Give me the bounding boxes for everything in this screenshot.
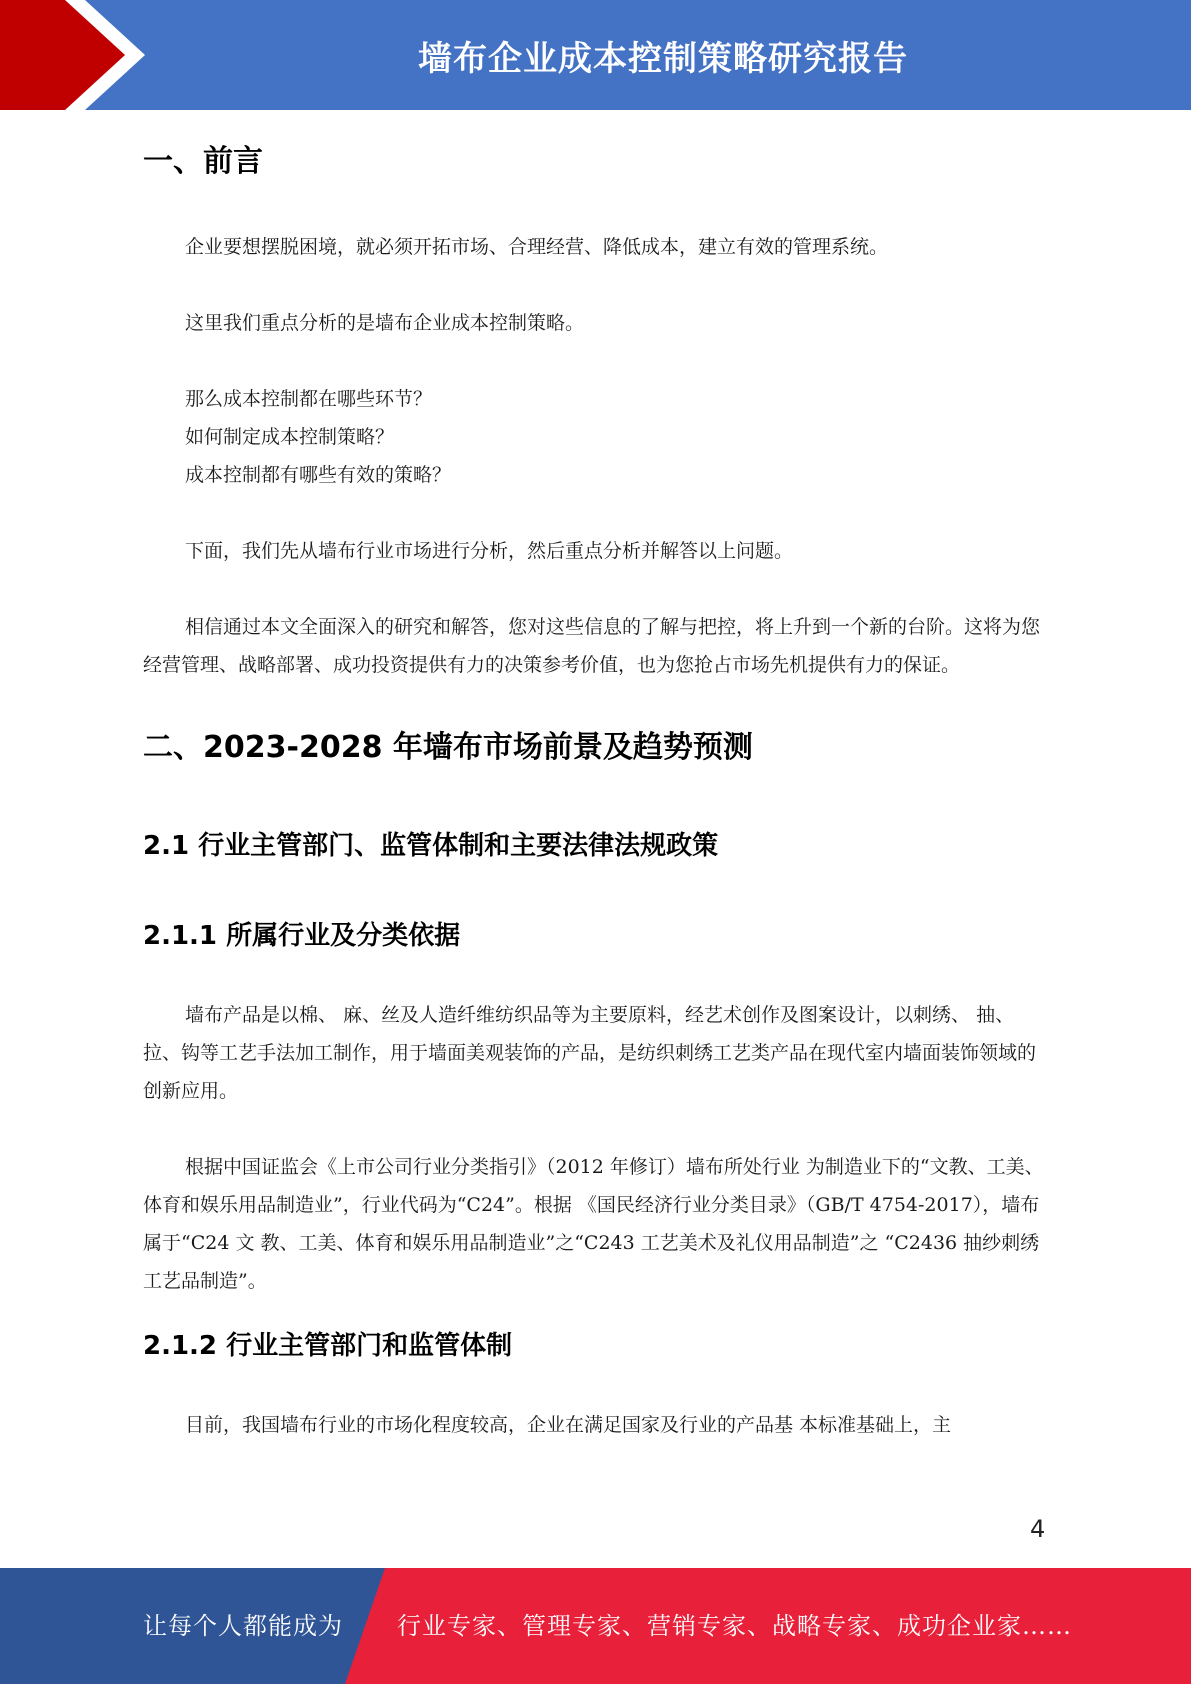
heading-2-1: 2.1 行业主管部门、监管体制和主要法律法规政策: [143, 831, 719, 861]
footer-slogan-left: 让每个人都能成为: [143, 1612, 343, 1640]
document-body: [143, 138, 1048, 1444]
paragraph: 根据中国证监会《上市公司行业分类指引》（2012 年修订）墙布所处行业 为制造业下的“文教、工美、体育和娱乐用品制造业”，行业代码为“C24”。根据 《国民经济行业分类目录》（GB/T 4754-2017），墙布属于“C24 文 教、工美、体育和娱乐用品制造业”之“C243 工艺美术及礼仪用品制造”之 “C2436 抽纱刺绣工艺品制造”。: [143, 1156, 1044, 1292]
paragraph: 相信通过本文全面深入的研究和解答，您对这些信息的了解与把控，将上升到一个新的台阶。这将为您经营管理、战略部署、成功投资提供有力的决策参考价值，也为您抢占市场先机提供有力的保证。: [143, 616, 1041, 676]
paragraph: 这里我们重点分析的是墙布企业成本控制策略。: [185, 312, 585, 334]
heading-2-1-1: 2.1.1 所属行业及分类依据: [143, 921, 461, 951]
header-band: [0, 0, 1191, 110]
paragraph: 目前，我国墙布行业的市场化程度较高，企业在满足国家及行业的产品基 本标准基础上，主: [185, 1414, 952, 1436]
question-line: 成本控制都有哪些有效的策略？: [185, 464, 452, 486]
document-title: 墙布企业成本控制策略研究报告: [418, 38, 908, 79]
heading-forecast: 二、2023-2028 年墙布市场前景及趋势预测: [143, 730, 753, 765]
paragraph: 企业要想摆脱困境，就必须开拓市场、合理经营、降低成本，建立有效的管理系统。: [185, 236, 889, 258]
footer-slogan-right: 行业专家、管理专家、营销专家、战略专家、成功企业家……: [397, 1612, 1072, 1640]
paragraph: 下面，我们先从墙布行业市场进行分析，然后重点分析并解答以上问题。: [185, 540, 794, 562]
question-line: 如何制定成本控制策略？: [185, 426, 395, 448]
footer-band: [0, 1568, 1191, 1684]
paragraph: 墙布产品是以棉、 麻、丝及人造纤维纺织品等为主要原料，经艺术创作及图案设计，以刺绣、 抽、拉、钩等工艺手法加工制作，用于墙面美观装饰的产品，是纺织刺绣工艺类产品在现代室内墙面装饰领域的创新应用。: [143, 1004, 1037, 1102]
heading-2-1-2: 2.1.2 行业主管部门和监管体制: [143, 1331, 513, 1361]
page-number: 4: [1030, 1515, 1046, 1543]
question-line: 那么成本控制都在哪些环节？: [185, 388, 433, 410]
heading-preface: 一、前言: [143, 144, 263, 179]
